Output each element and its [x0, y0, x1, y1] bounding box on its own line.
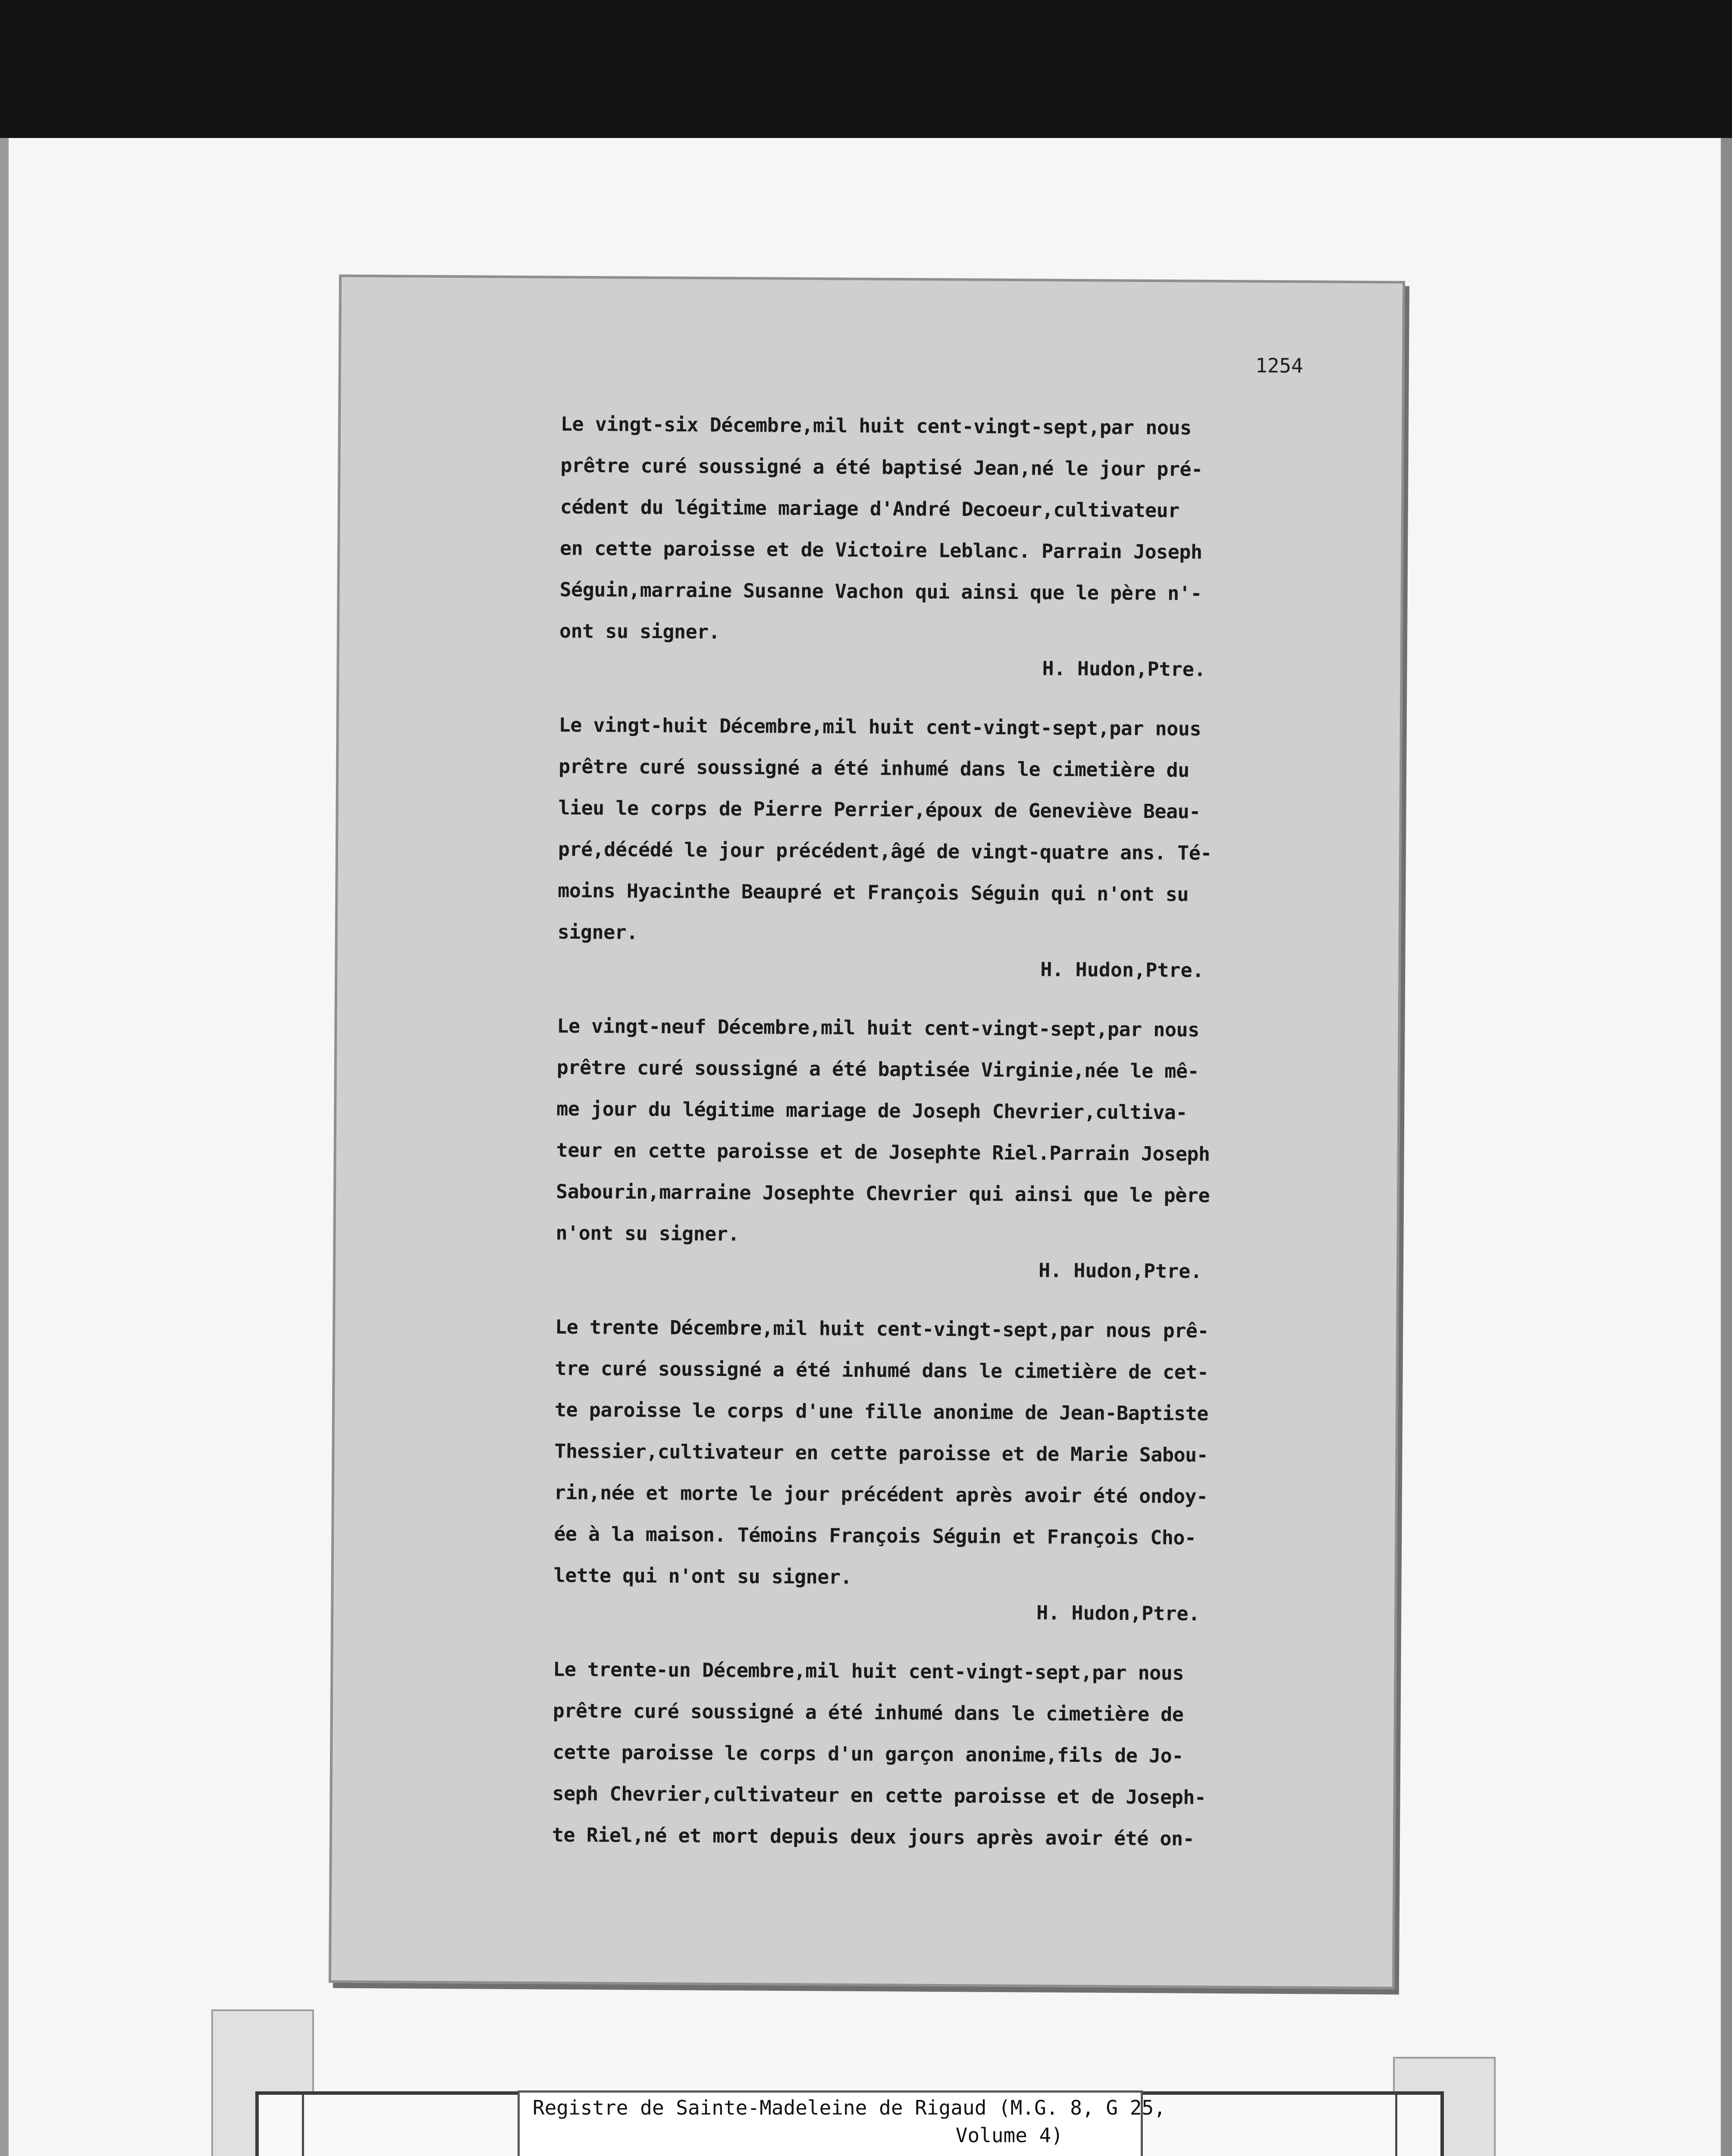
scanner-top-border	[0, 0, 1732, 138]
entry-line: Le vingt-huit Décembre,mil huit cent-vingt-sept,par nous	[559, 713, 1202, 740]
page-number: 1254	[1255, 354, 1303, 378]
entry-line: teur en cette paroisse et de Josephte Riel.Parrain Joseph	[556, 1138, 1210, 1166]
entry-line: Le vingt-neuf Décembre,mil huit cent-vingt-sept,par nous	[557, 1014, 1199, 1041]
register-entry	[555, 1006, 1342, 1286]
signature: H. Hudon,Ptre.	[1042, 657, 1206, 681]
register-entry	[552, 1649, 1338, 1861]
entry-line: signer.	[557, 920, 638, 944]
entry-line: tre curé soussigné a été inhumé dans le cimetière de cet-	[555, 1357, 1209, 1384]
entry-line: n'ont su signer.	[555, 1221, 740, 1246]
signature: H. Hudon,Ptre.	[1038, 1259, 1202, 1283]
entry-line: cédent du légitime mariage d'André Decoeur,cultivateur	[560, 495, 1180, 522]
entry-line: ée à la maison. Témoins François Séguin et François Cho-	[554, 1522, 1196, 1549]
entry-line: prêtre curé soussigné a été baptisé Jean,né le jour pré-	[560, 454, 1203, 481]
right-edge	[1721, 138, 1732, 2156]
register-page	[331, 277, 1403, 1987]
reference-label	[518, 2090, 1166, 2156]
reference-line-1: Registre de Sainte-Madeleine de Rigaud (M.G. 8, G 25,	[533, 2096, 1166, 2119]
entry-line: moins Hyacinthe Beaupré et François Séguin qui n'ont su	[558, 879, 1189, 906]
register-entry	[557, 705, 1344, 985]
entry-line: Séguin,marraine Susanne Vachon qui ainsi que le père n'-	[559, 578, 1202, 605]
entry-line: te paroisse le corps d'une fille anonime de Jean-Baptiste	[554, 1398, 1208, 1425]
register-entry	[559, 404, 1346, 684]
entry-line: Le trente-un Décembre,mil huit cent-vingt-sept,par nous	[553, 1658, 1184, 1685]
entry-line: lieu le corps de Pierre Perrier,époux de Geneviève Beau-	[558, 796, 1201, 823]
entry-line: seph Chevrier,cultivateur en cette paroisse et de Joseph-	[552, 1782, 1206, 1809]
entry-line: ont su signer.	[559, 619, 720, 643]
entry-line: prêtre curé soussigné a été inhumé dans le cimetière du	[559, 755, 1189, 782]
entry-line: te Riel,né et mort depuis deux jours après avoir été on-	[552, 1823, 1195, 1850]
reference-line-2: Volume 4)	[955, 2124, 1063, 2147]
entry-line: Sabourin,marraine Josephte Chevrier qui ainsi que le père	[555, 1180, 1210, 1207]
left-edge	[0, 138, 9, 2156]
entry-line: prêtre curé soussigné a été inhumé dans le cimetière de	[552, 1699, 1184, 1726]
register-entries	[552, 404, 1346, 1886]
register-entry	[553, 1307, 1340, 1629]
signature: H. Hudon,Ptre.	[1040, 958, 1204, 982]
entry-line: rin,née et morte le jour précédent après avoir été ondoy-	[554, 1481, 1208, 1508]
entry-line: Thessier,cultivateur en cette paroisse et de Marie Sabou-	[554, 1439, 1208, 1467]
entry-line: lette qui n'ont su signer.	[553, 1564, 852, 1589]
entry-line: prêtre curé soussigné a été baptisée Virginie,née le mê-	[556, 1056, 1199, 1083]
entry-line: Le trente Décembre,mil huit cent-vingt-sept,par nous prê-	[555, 1315, 1209, 1342]
signature: H. Hudon,Ptre.	[1036, 1601, 1200, 1625]
entry-line: cette paroisse le corps d'un garçon anonime,fils de Jo-	[552, 1740, 1183, 1767]
entry-line: en cette paroisse et de Victoire Leblanc. Parrain Joseph	[560, 536, 1202, 564]
entry-line: Le vingt-six Décembre,mil huit cent-vingt-sept,par nous	[560, 412, 1192, 439]
entry-line: pré,décédé le jour précédent,âgé de vingt-quatre ans. Té-	[558, 837, 1212, 865]
entry-line: me jour du légitime mariage de Joseph Chevrier,cultiva-	[556, 1097, 1188, 1124]
